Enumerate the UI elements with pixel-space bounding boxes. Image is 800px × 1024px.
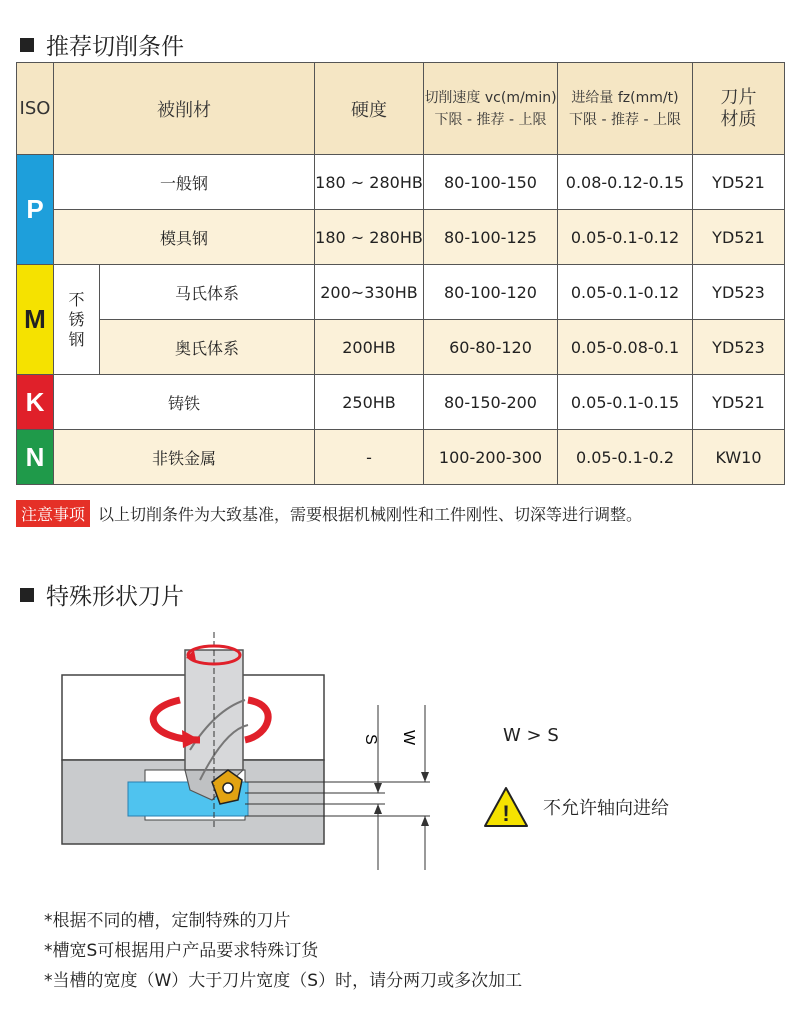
hardness-cell: 250HB [315, 375, 424, 430]
hardness-cell: 200HB [315, 320, 424, 375]
speed-cell: 80-100-150 [424, 155, 558, 210]
square-bullet-icon [20, 38, 34, 52]
hardness-cell: - [315, 430, 424, 485]
table-row [17, 430, 785, 485]
stainless-steel-label [54, 265, 100, 375]
arrowhead-icon [421, 772, 429, 782]
hardness-cell: 200~330HB [315, 265, 424, 320]
note-tag: 注意事项 [16, 500, 90, 527]
insert-screw-icon [223, 783, 233, 793]
material-cell: 奥氏体系 [100, 320, 315, 375]
header-iso: ISO [17, 63, 54, 155]
grade-cell: YD523 [693, 320, 785, 375]
material-cell: 一般钢 [54, 155, 315, 210]
speed-cell: 80-150-200 [424, 375, 558, 430]
stainless-char: 锈 [68, 309, 85, 329]
header-hardness: 硬度 [315, 63, 424, 155]
table-row [17, 155, 785, 210]
header-feed [558, 63, 693, 155]
grade-cell: YD521 [693, 155, 785, 210]
w-label: W [400, 730, 417, 746]
header-blade [693, 63, 785, 155]
stainless-char: 钢 [68, 329, 85, 349]
arrowhead-icon [421, 816, 429, 826]
table-row [17, 210, 785, 265]
grade-cell: YD521 [693, 375, 785, 430]
section-title-text: 推荐切削条件 [46, 34, 184, 60]
s-label: S [362, 734, 379, 745]
material-cell: 铸铁 [54, 375, 315, 430]
bullet-item: *当槽的宽度（W）大于刀片宽度（S）时，请分两刀或多次加工 [44, 971, 523, 991]
warning-mark: ! [502, 801, 510, 826]
header-feed-line2: 下限 - 推荐 - 上限 [569, 111, 681, 128]
note-line [16, 500, 642, 527]
grade-cell: YD521 [693, 210, 785, 265]
bullet-item: *根据不同的槽，定制特殊的刀片 [44, 911, 291, 931]
iso-badge-m: M [17, 265, 54, 375]
feed-cell: 0.05-0.1-0.2 [558, 430, 693, 485]
material-cell: 非铁金属 [54, 430, 315, 485]
note-text: 以上切削条件为大致基准，需要根据机械刚性和工件刚性、切深等进行调整。 [98, 505, 643, 524]
iso-badge-p: P [17, 155, 54, 265]
speed-cell: 80-100-120 [424, 265, 558, 320]
square-bullet-icon [20, 588, 34, 602]
header-blade-line2: 材质 [720, 108, 757, 130]
hardness-cell: 180 ~ 280HB [315, 155, 424, 210]
table-row [17, 265, 785, 320]
header-speed-line1: 切削速度 vc(m/min) [424, 89, 557, 106]
w-greater-than-s: W > S [503, 725, 559, 746]
grade-cell: KW10 [693, 430, 785, 485]
speed-cell: 60-80-120 [424, 320, 558, 375]
header-speed-line2: 下限 - 推荐 - 上限 [434, 111, 547, 128]
material-cell: 马氏体系 [100, 265, 315, 320]
header-blade-line1: 刀片 [720, 86, 757, 108]
header-material: 被削材 [54, 63, 315, 155]
grade-cell: YD523 [693, 265, 785, 320]
iso-badge-k: K [17, 375, 54, 430]
warning-text: 不允许轴向进给 [543, 798, 669, 819]
arrowhead-icon [374, 804, 382, 814]
warning-triangle-icon [483, 786, 529, 828]
speed-cell: 80-100-125 [424, 210, 558, 265]
speed-cell: 100-200-300 [424, 430, 558, 485]
section-title-text: 特殊形状刀片 [46, 584, 184, 610]
feed-cell: 0.05-0.1-0.12 [558, 210, 693, 265]
material-cell: 模具钢 [54, 210, 315, 265]
header-feed-line1: 进给量 fz(mm/t) [571, 89, 679, 106]
feed-cell: 0.05-0.1-0.15 [558, 375, 693, 430]
grooving-diagram [40, 630, 440, 880]
bullet-list [44, 906, 522, 996]
warning-line [483, 786, 669, 828]
bullet-item: *槽宽S可根据用户产品要求特殊订货 [44, 941, 319, 961]
feed-cell: 0.08-0.12-0.15 [558, 155, 693, 210]
table-row [17, 320, 785, 375]
arrowhead-icon [374, 783, 382, 793]
table-header-row [17, 63, 785, 155]
table-row [17, 375, 785, 430]
header-speed [424, 63, 558, 155]
section-title-cutting-conditions [20, 28, 184, 61]
feed-cell: 0.05-0.1-0.12 [558, 265, 693, 320]
stainless-char: 不 [68, 289, 85, 309]
iso-badge-n: N [17, 430, 54, 485]
cutting-conditions-table [16, 62, 785, 485]
hardness-cell: 180 ~ 280HB [315, 210, 424, 265]
feed-cell: 0.05-0.08-0.1 [558, 320, 693, 375]
section-title-special-inserts [20, 578, 184, 611]
